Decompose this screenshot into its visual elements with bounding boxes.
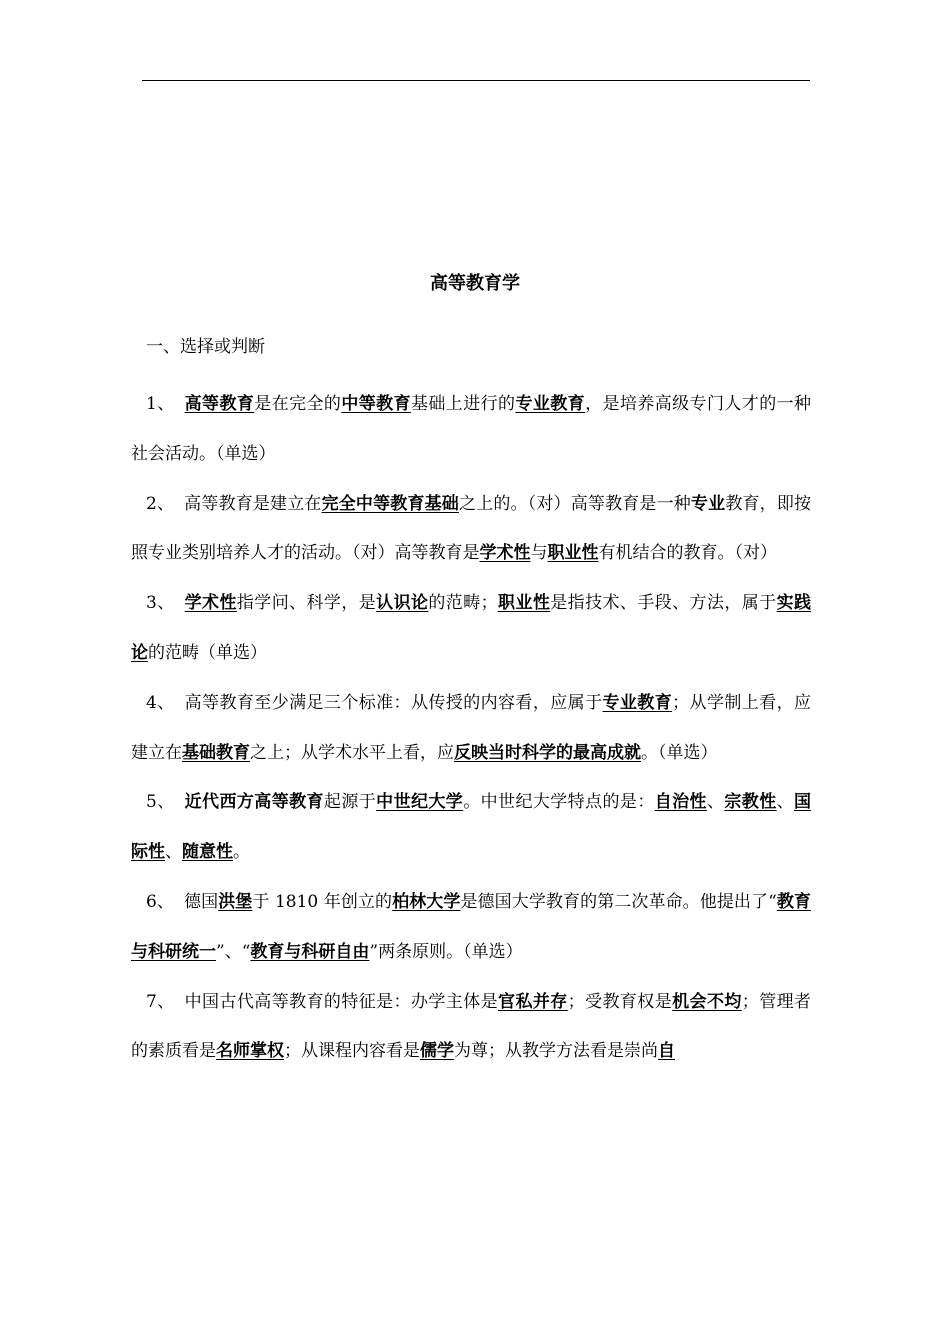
- text-run: ”、“: [216, 941, 251, 962]
- question-number: 2、: [146, 493, 175, 514]
- key-term: 教育与科研统一: [131, 891, 811, 962]
- key-term: 高等教育: [184, 394, 255, 414]
- text-run: 之上；从学术水平上看，应: [250, 742, 454, 763]
- text-run: 、: [776, 792, 795, 813]
- text-run: 是在完全的: [254, 394, 342, 414]
- text-run: 指学问、科学，是: [236, 593, 377, 614]
- text-run: 有机结合的教育。（对）: [598, 543, 777, 564]
- text-run: ；管理者的素质看是: [131, 991, 812, 1062]
- key-term: 机会不均: [672, 991, 742, 1012]
- key-term: 专业教育: [602, 692, 673, 713]
- key-term: 随意性: [182, 842, 233, 863]
- text-run: 的范畴；: [428, 593, 498, 614]
- key-term: 专业教育: [515, 394, 586, 414]
- key-term: 自: [658, 1041, 675, 1062]
- question-number: 1、: [146, 394, 175, 414]
- text-run: 中国古代高等教育的特征是：办学主体是: [184, 991, 499, 1012]
- key-term: 中世纪大学: [376, 792, 464, 813]
- key-term: 名师掌权: [216, 1041, 284, 1062]
- key-term: 宗教性: [724, 792, 777, 813]
- text-run: 教育，即按照专业类别培养人才的活动。（对）高等教育是: [131, 493, 812, 564]
- bold-term: 近代西方高等教育: [184, 792, 324, 813]
- text-run: 之上的。（对）高等教育是一种: [458, 493, 691, 514]
- text-run: ，是培养高级专门人才的一种社会活动。（单选）: [131, 394, 812, 464]
- question-list: [131, 380, 811, 1077]
- section-heading: 一、选择或判断: [146, 337, 265, 357]
- text-run: 高等教育至少满足三个标准：从传授的内容看，应属于: [184, 692, 603, 713]
- question-item: [131, 878, 811, 978]
- text-run: ；受教育权是: [567, 991, 673, 1012]
- header-rule: [142, 80, 810, 81]
- key-term: 洪堡: [218, 891, 253, 912]
- text-run: 是指技术、手段、方法，属于: [550, 593, 777, 614]
- question-number: 4、: [146, 692, 175, 713]
- text-run: 德国: [184, 891, 219, 912]
- key-term: 实践论: [131, 593, 812, 663]
- question-item: [131, 480, 811, 580]
- text-run: 高等教育是建立在: [184, 493, 322, 514]
- text-run: ；从课程内容看是: [284, 1041, 420, 1062]
- key-term: 学术性: [479, 543, 531, 564]
- text-run: 。（单选）: [641, 742, 718, 763]
- document-title: 高等教育学: [430, 273, 520, 294]
- text-run: 。: [233, 842, 250, 863]
- key-term: 完全中等教育基础: [321, 493, 459, 514]
- question-number: 7、: [146, 991, 175, 1012]
- key-term: 认识论: [376, 593, 429, 614]
- text-run: ；从学制上看，应建立在: [131, 692, 811, 763]
- question-number: 3、: [146, 593, 175, 614]
- question-item: [131, 380, 811, 480]
- question-item: [131, 679, 811, 779]
- text-run: 、: [165, 842, 182, 863]
- key-term: 职业性: [497, 593, 551, 614]
- question-item: [131, 778, 811, 878]
- text-run: 与: [530, 543, 548, 564]
- key-term: 学术性: [184, 593, 237, 614]
- text-run: 、: [706, 792, 725, 813]
- question-number: 6、: [146, 891, 174, 912]
- key-term: 职业性: [547, 543, 599, 564]
- text-run: 于 1810 年创立的: [252, 891, 393, 912]
- question-item: [131, 978, 811, 1078]
- question-item: [131, 579, 811, 679]
- key-term: 柏林大学: [392, 891, 461, 912]
- bold-term: 专业: [690, 493, 726, 514]
- key-term: 基础教育: [182, 742, 250, 763]
- key-term: 儒学: [420, 1041, 454, 1062]
- key-term: 中等教育: [341, 394, 411, 414]
- text-run: 的范畴（单选）: [148, 642, 267, 663]
- text-run: 。中世纪大学特点的是：: [463, 792, 655, 813]
- text-run: ”两条原则。（单选）: [369, 941, 523, 962]
- key-term: 反映当时科学的最高成就: [454, 742, 641, 763]
- question-number: 5、: [146, 792, 175, 813]
- text-run: 起源于: [323, 792, 377, 813]
- text-run: 是德国大学教育的第二次革命。他提出了“: [460, 891, 777, 912]
- text-run: 为尊；从教学方法看是崇尚: [454, 1041, 658, 1062]
- key-term: 国际性: [131, 792, 812, 863]
- key-term: 自治性: [654, 792, 707, 813]
- key-term: 教育与科研自由: [250, 941, 370, 962]
- text-run: 基础上进行的: [410, 394, 516, 414]
- key-term: 官私并存: [498, 991, 568, 1012]
